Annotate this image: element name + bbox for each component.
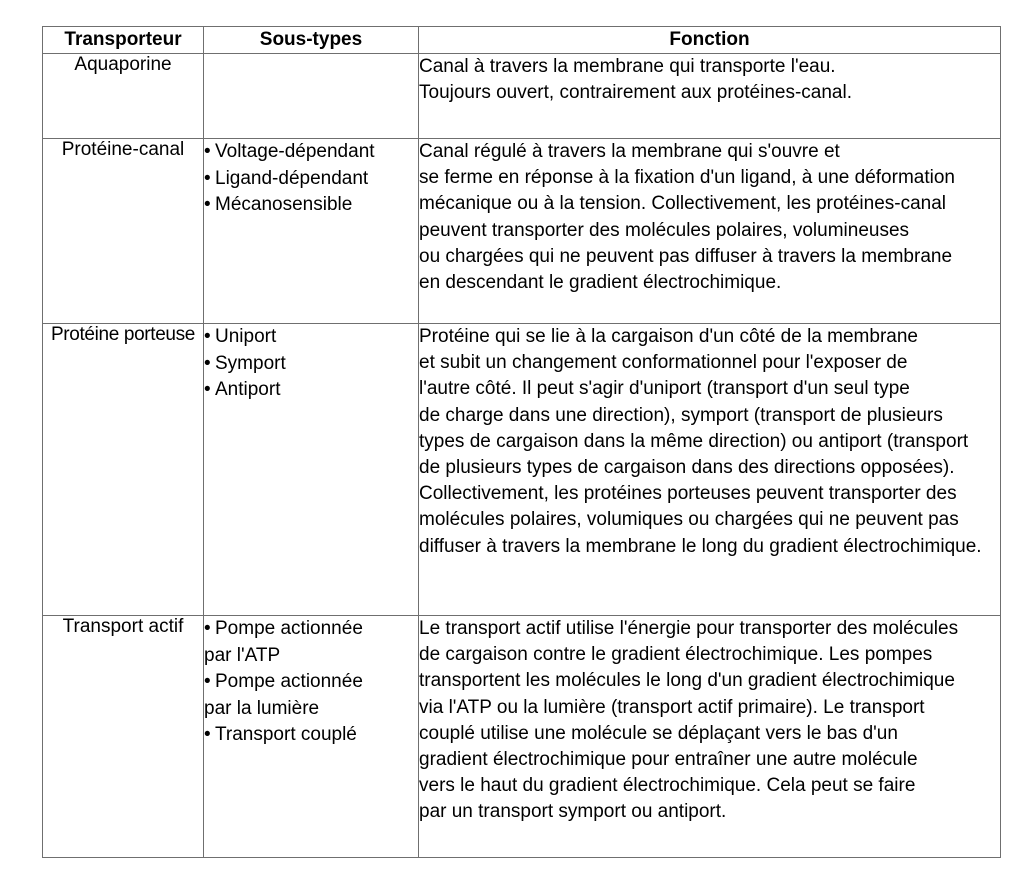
- fonction-line: de cargaison contre le gradient électrochimique. Les pompes: [419, 644, 933, 666]
- sous-type-item: [204, 166, 418, 193]
- cell-sous-types: [204, 324, 419, 616]
- cell-transporteur-name: [43, 139, 204, 324]
- transporteur-label: Protéine-canal: [61, 139, 185, 160]
- fonction-line: Le transport actif utilise l'énergie pour transporter des molécules: [419, 618, 959, 639]
- column-header-fonction: Fonction: [419, 27, 1001, 54]
- cell-transporteur-name: [43, 54, 204, 139]
- fonction-text: [419, 54, 1000, 106]
- fonction-text: [419, 324, 1000, 560]
- fonction-line: types de cargaison dans la même direction) ou antiport (transport: [419, 430, 969, 452]
- column-header-transporteur: Transporteur: [43, 27, 204, 54]
- cell-sous-types: [204, 54, 419, 139]
- sous-type-item: [204, 669, 418, 696]
- fonction-line: ou chargées qui ne peuvent pas diffuser à travers la membrane: [419, 245, 953, 267]
- bullet-icon: •: [204, 194, 211, 215]
- sous-type-label: Pompe actionnée: [215, 671, 363, 692]
- bullet-icon: •: [204, 326, 211, 347]
- sous-type-item: [204, 192, 418, 219]
- fonction-line: peuvent transporter des molécules polaires, volumineuses: [419, 219, 910, 241]
- cell-fonction: [419, 139, 1001, 324]
- fonction-line: Toujours ouvert, contrairement aux protéines-canal.: [419, 82, 853, 104]
- bullet-icon: •: [204, 167, 211, 189]
- sous-type-label: Transport couplé: [215, 724, 357, 745]
- cell-fonction: [419, 324, 1001, 616]
- fonction-line: Canal régulé à travers la membrane qui s'ouvre et: [419, 141, 840, 162]
- bullet-icon: •: [204, 671, 211, 692]
- sous-types-list: [204, 139, 418, 219]
- fonction-line: gradient électrochimique pour entraîner une autre molécule: [419, 749, 918, 771]
- transporteur-label: Protéine porteuse: [50, 324, 196, 345]
- fonction-text: [419, 616, 1000, 826]
- fonction-line: et subit un changement conformationnel pour l'exposer de: [419, 352, 908, 374]
- bullet-icon: •: [204, 141, 211, 162]
- bullet-icon: •: [204, 618, 211, 639]
- fonction-line: Protéine qui se lie à la cargaison d'un côté de la membrane: [419, 326, 918, 347]
- fonction-text: [419, 139, 1000, 296]
- fonction-line: de plusieurs types de cargaison dans des directions opposées).: [419, 457, 955, 479]
- bullet-icon: •: [204, 352, 211, 374]
- cell-transporteur-name: [43, 324, 204, 616]
- sous-type-label: Antiport: [215, 379, 281, 400]
- transporteur-label: Transport actif: [62, 616, 184, 637]
- sous-type-item: [204, 377, 418, 404]
- fonction-line: se ferme en réponse à la fixation d'un ligand, à une déformation: [419, 167, 955, 189]
- table-header-row: [43, 27, 1001, 54]
- cell-sous-types: [204, 616, 419, 858]
- sous-type-label: Mécanosensible: [215, 194, 353, 215]
- sous-type-label: Pompe actionnée: [215, 618, 363, 639]
- sous-type-label: par la lumière: [204, 697, 320, 719]
- fonction-line: en descendant le gradient électrochimique.: [419, 272, 782, 294]
- table-row: [43, 324, 1001, 616]
- table-row: [43, 54, 1001, 139]
- sous-types-list: [204, 616, 418, 749]
- sous-type-item: [204, 351, 418, 378]
- sous-type-label: Ligand-dépendant: [215, 167, 369, 189]
- fonction-line: Canal à travers la membrane qui transporte l'eau.: [419, 56, 836, 77]
- fonction-line: vers le haut du gradient électrochimique. Cela peut se faire: [419, 775, 916, 797]
- cell-transporteur-name: [43, 616, 204, 858]
- fonction-line: molécules polaires, volumiques ou chargées qui ne peuvent pas: [419, 509, 959, 531]
- sous-type-label: Voltage-dépendant: [215, 141, 375, 162]
- cell-sous-types: [204, 139, 419, 324]
- sous-type-label: par l'ATP: [204, 644, 281, 666]
- sous-type-item-cont: [204, 643, 418, 670]
- fonction-line: de charge dans une direction), symport (transport de plusieurs: [419, 404, 943, 426]
- bullet-icon: •: [204, 724, 211, 745]
- fonction-line: Collectivement, les protéines porteuses peuvent transporter des: [419, 483, 957, 505]
- fonction-line: diffuser à travers la membrane le long du gradient électrochimique.: [419, 535, 982, 557]
- fonction-line: via l'ATP ou la lumière (transport actif primaire). Le transport: [419, 696, 925, 718]
- fonction-line: par un transport symport ou antiport.: [419, 801, 727, 823]
- sous-type-item: [204, 616, 418, 643]
- sous-type-item-cont: [204, 696, 418, 723]
- sous-type-label: Uniport: [215, 326, 277, 347]
- sous-type-item: [204, 139, 418, 166]
- fonction-line: transportent les molécules le long d'un gradient électrochimique: [419, 670, 955, 692]
- sous-type-item: [204, 722, 418, 749]
- bullet-icon: •: [204, 379, 211, 400]
- sous-type-item: [204, 324, 418, 351]
- column-header-sous-types: Sous-types: [204, 27, 419, 54]
- sous-type-label: Symport: [215, 352, 286, 374]
- fonction-line: couplé utilise une molécule se déplaçant vers le bas d'un: [419, 722, 898, 744]
- fonction-line: mécanique ou à la tension. Collectivement, les protéines-canal: [419, 193, 947, 215]
- cell-fonction: [419, 616, 1001, 858]
- sous-types-list: [204, 324, 418, 404]
- table-row: [43, 616, 1001, 858]
- transporters-table: [42, 26, 1001, 858]
- transporteur-label: Aquaporine: [74, 54, 172, 75]
- table-row: [43, 139, 1001, 324]
- cell-fonction: [419, 54, 1001, 139]
- fonction-line: l'autre côté. Il peut s'agir d'uniport (transport d'un seul type: [419, 378, 910, 400]
